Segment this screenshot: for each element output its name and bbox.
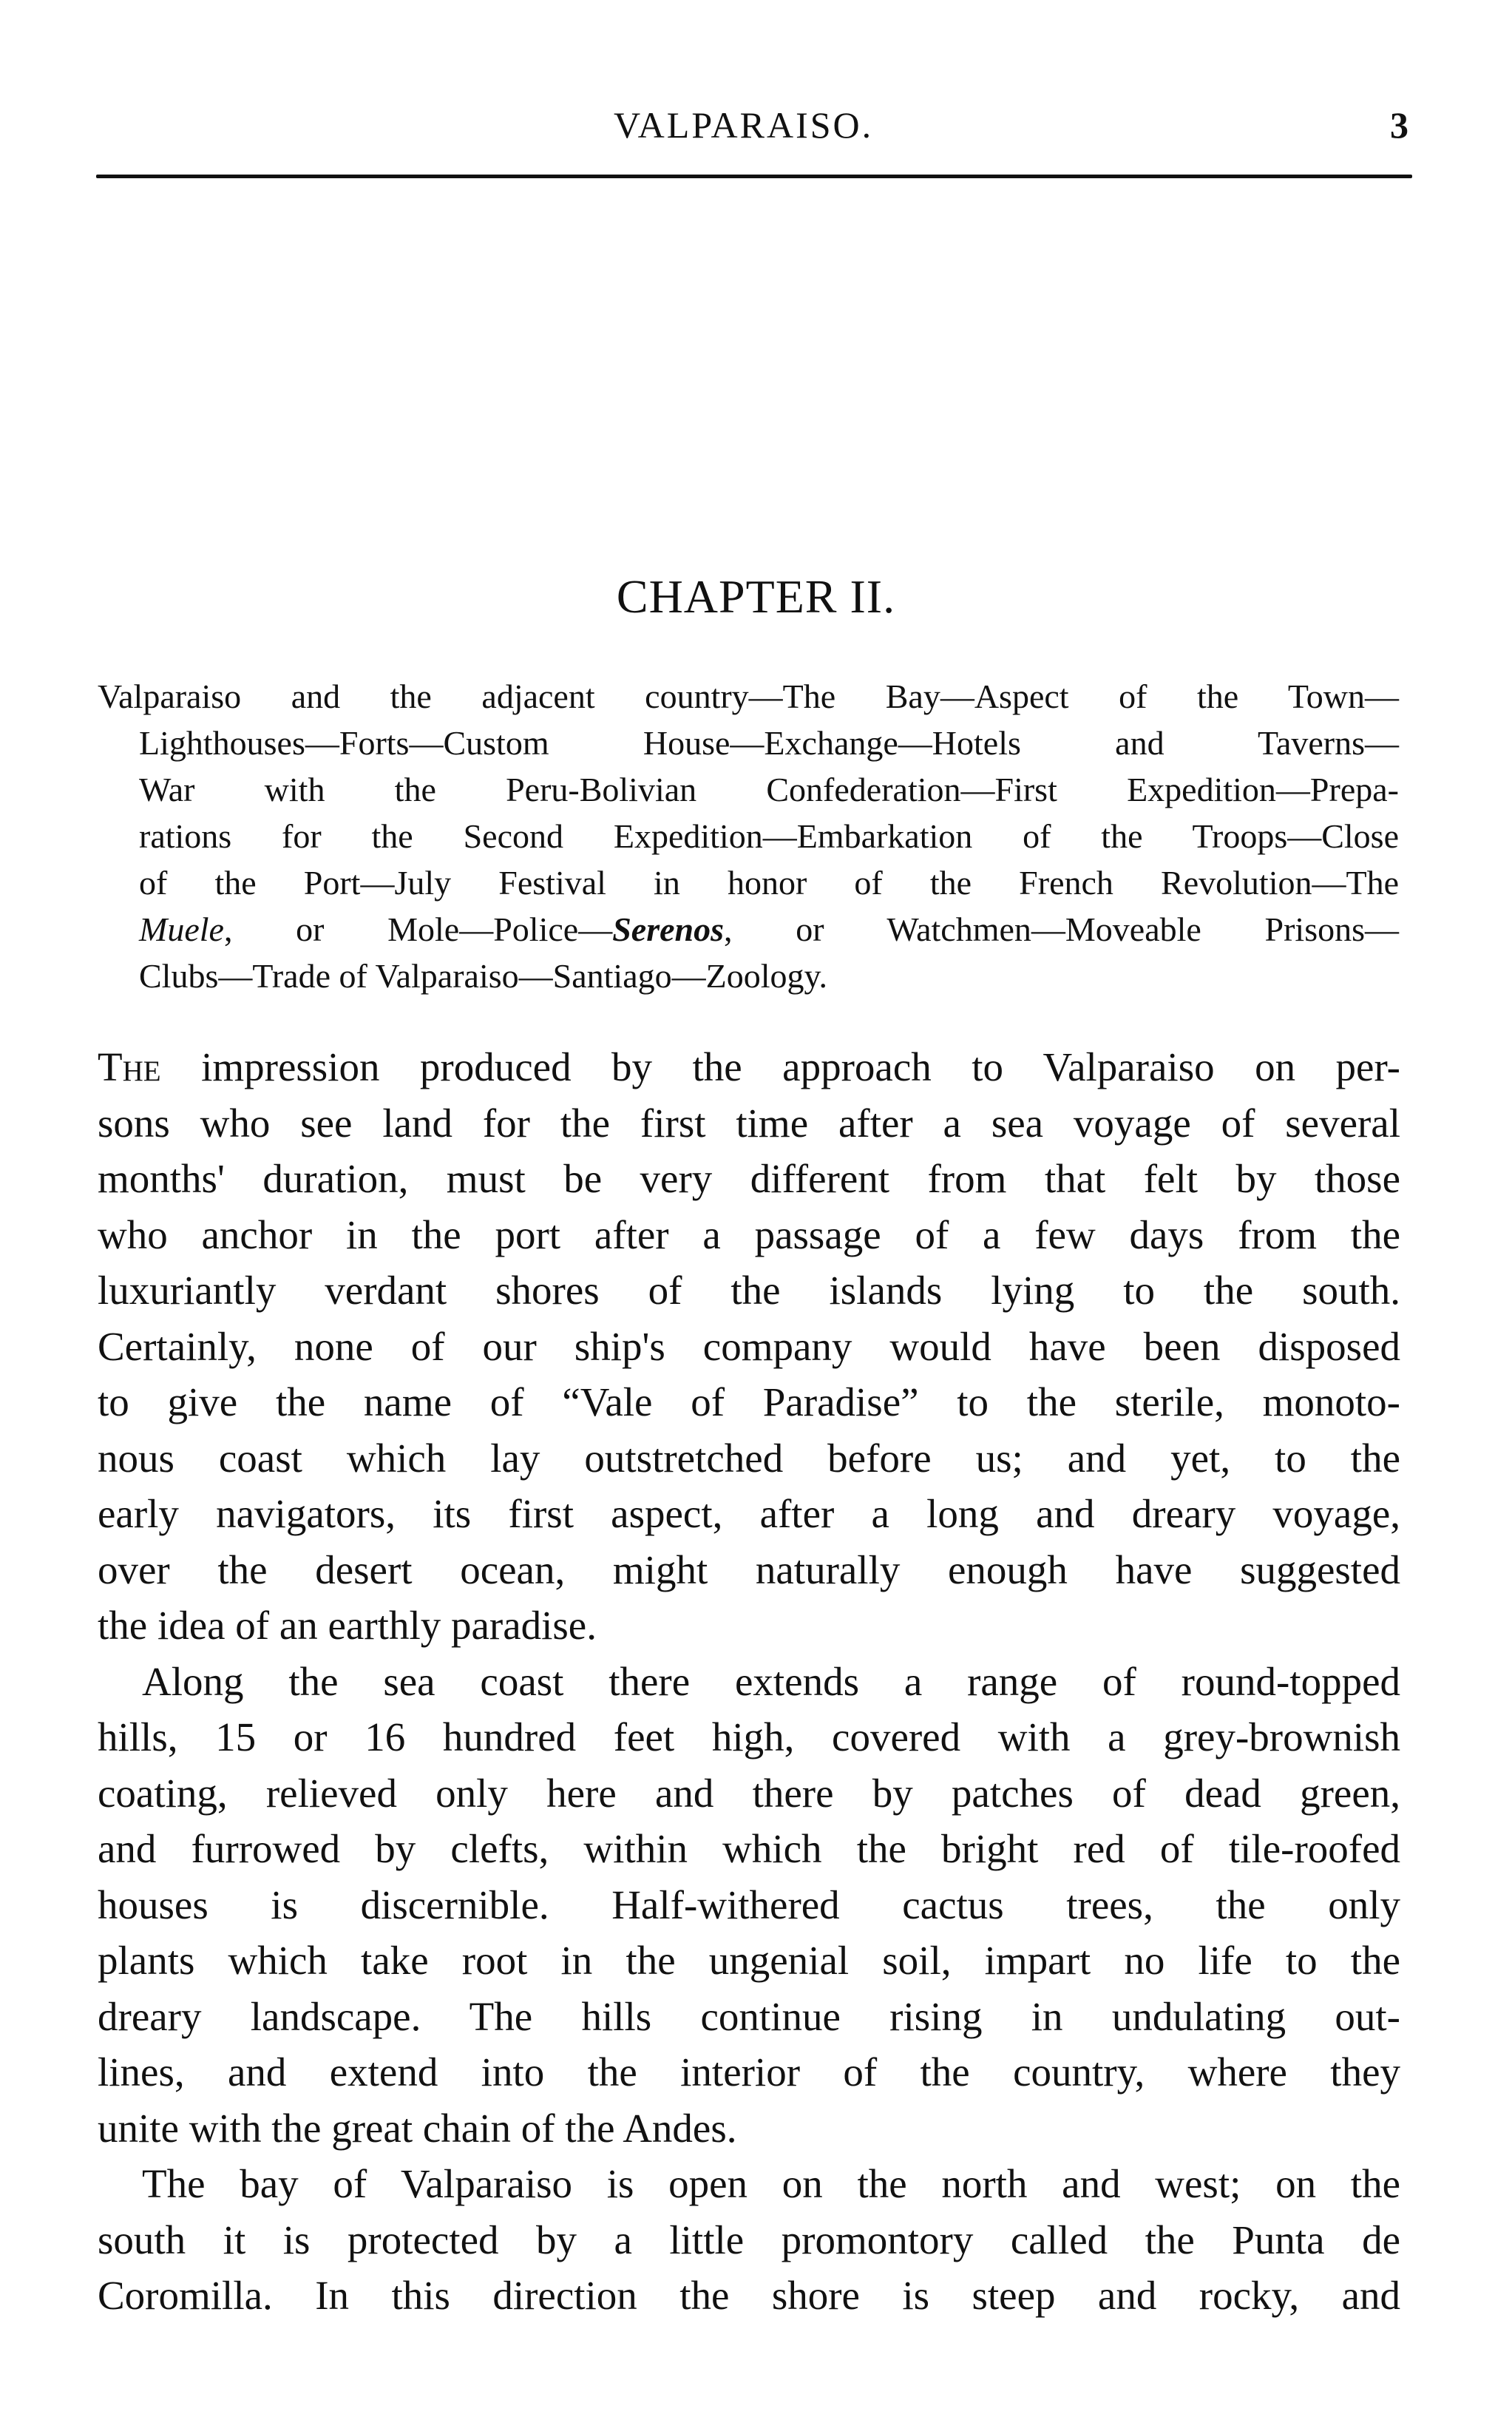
body-line: Coromilla. In this direction the shore is steep and rocky, and — [98, 2273, 1400, 2318]
summary-line: Lighthouses—Forts—Custom House—Exchange—Hotels and Taverns— — [139, 724, 1399, 762]
body-line: lines, and extend into the interior of the country, where they — [98, 2049, 1400, 2095]
body-line: early navigators, its first aspect, after a long and dreary voyage, — [98, 1491, 1400, 1536]
body-line: The bay of Valparaiso is open on the north and west; on the — [142, 2161, 1400, 2206]
body-line: Along the sea coast there extends a range of round-topped — [142, 1658, 1400, 1704]
body-line: plants which take root in the ungenial soil, impart no life to the — [98, 1938, 1400, 1983]
summary-line: War with the Peru-Bolivian Confederation—First Expedition—Prepa- — [139, 771, 1399, 808]
body-line: unite with the great chain of the Andes. — [98, 2105, 737, 2151]
body-line: coating, relieved only here and there by patches of dead green, — [98, 1770, 1400, 1816]
chapter-title: CHAPTER II. — [616, 570, 896, 623]
body-line: hills, 15 or 16 hundred feet high, covered with a grey-brownish — [98, 1714, 1400, 1759]
body-line: houses is discernible. Half-withered cactus trees, the only — [98, 1882, 1400, 1927]
page-header — [0, 104, 1512, 155]
running-title: VALPARAISO. — [614, 104, 874, 146]
body-line: south it is protected by a little promontory called the Punta de — [98, 2217, 1400, 2262]
body-line: sons who see land for the first time after a sea voyage of several — [98, 1100, 1400, 1146]
body-line: The impression produced by the approach to Valparaiso on per- — [98, 1044, 1400, 1089]
summary-line: of the Port—July Festival in honor of the French Revolution—The — [139, 864, 1399, 902]
body-line: the idea of an earthly paradise. — [98, 1603, 597, 1648]
summary-line: Muele, or Mole—Police—Serenos, or Watchmen—Moveable Prisons— — [139, 910, 1399, 948]
body-line: to give the name of “Vale of Paradise” to the sterile, monoto- — [98, 1379, 1400, 1424]
body-line: luxuriantly verdant shores of the islands lying to the south. — [98, 1268, 1400, 1313]
body-line: dreary landscape. The hills continue rising in undulating out- — [98, 1993, 1400, 2039]
page-number: 3 — [1390, 104, 1408, 146]
body-line: months' duration, must be very different from that felt by those — [98, 1156, 1400, 1201]
body-line: who anchor in the port after a passage of a few days from the — [98, 1211, 1400, 1257]
body-line: and furrowed by clefts, within which the bright red of tile-roofed — [98, 1826, 1400, 1871]
summary-line: Valparaiso and the adjacent country—The Bay—Aspect of the Town— — [98, 677, 1399, 715]
body-line: nous coast which lay outstretched before us; and yet, to the — [98, 1435, 1400, 1481]
body-line: Certainly, none of our ship's company would have been disposed — [98, 1323, 1400, 1369]
body-line: over the desert ocean, might naturally enough have suggested — [98, 1546, 1400, 1592]
summary-line: rations for the Second Expedition—Embarkation of the Troops—Close — [139, 817, 1399, 855]
header-rule — [96, 175, 1412, 178]
summary-line: Clubs—Trade of Valparaiso—Santiago—Zoology. — [139, 957, 828, 995]
body-text — [98, 1039, 1400, 2324]
chapter-summary — [98, 673, 1399, 999]
